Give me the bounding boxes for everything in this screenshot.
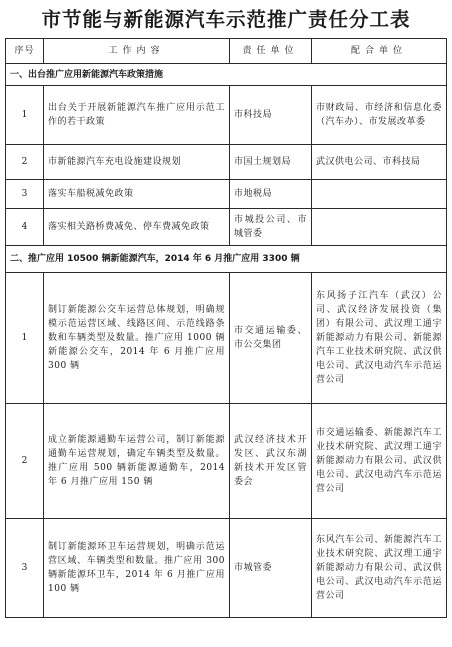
row-work: 出台关于开展新能源汽车推广应用示范工作的若干政策 bbox=[44, 86, 230, 145]
row-coop: 东风扬子江汽车（武汉）公司、武汉经济发展投资（集团）有限公司、武汉理工通宇新能源动力有限公司、新能源汽车工业技术研究院、武汉供电公司、武汉电动汽车示范运营公司 bbox=[312, 273, 447, 404]
row-work: 落实车船税减免政策 bbox=[44, 180, 230, 209]
section-row bbox=[6, 246, 447, 273]
row-work: 制订新能源公交车运营总体规划，明确规模示范运营区域、线路区间、示范线路条数和车辆类型及数量。推广应用 1000 辆新能源公交车，2014 年 6 月推广应用 300 辆 bbox=[44, 273, 230, 404]
table-row bbox=[6, 519, 447, 618]
row-coop bbox=[312, 180, 447, 209]
row-work: 落实相关路桥费减免、停车费减免政策 bbox=[44, 209, 230, 246]
row-coop bbox=[312, 209, 447, 246]
row-no: 2 bbox=[6, 145, 44, 180]
row-resp: 市地税局 bbox=[230, 180, 312, 209]
row-no: 1 bbox=[6, 86, 44, 145]
table-row bbox=[6, 86, 447, 145]
row-work: 市新能源汽车充电设施建设规划 bbox=[44, 145, 230, 180]
table-row bbox=[6, 180, 447, 209]
row-work: 制订新能源环卫车运营规划，明确示范运营区域、车辆类型和数量。推广应用 300 辆新能源环卫车，2014 年 6 月推广应用 100 辆 bbox=[44, 519, 230, 618]
document-title: 市节能与新能源汽车示范推广责任分工表 bbox=[41, 8, 411, 31]
row-coop: 东风汽车公司、新能源汽车工业技术研究院、武汉理工通宇新能源动力有限公司、武汉供电公司、武汉电动汽车示范运营公司 bbox=[312, 519, 447, 618]
row-no: 3 bbox=[6, 519, 44, 618]
responsibility-table bbox=[5, 38, 447, 618]
table-row bbox=[6, 145, 447, 180]
header-resp: 责任单位 bbox=[230, 39, 312, 64]
row-no: 1 bbox=[6, 273, 44, 404]
row-resp: 市城管委 bbox=[230, 519, 312, 618]
header-coop: 配合单位 bbox=[312, 39, 447, 64]
row-resp: 市国土规划局 bbox=[230, 145, 312, 180]
table-row bbox=[6, 209, 447, 246]
row-resp: 武汉经济技术开发区、武汉东湖新技术开发区管委会 bbox=[230, 404, 312, 519]
table-row bbox=[6, 273, 447, 404]
row-coop: 市交通运输委、新能源汽车工业技术研究院、武汉理工通宇新能源动力有限公司、武汉供电公司、武汉电动汽车示范运营公司 bbox=[312, 404, 447, 519]
row-no: 3 bbox=[6, 180, 44, 209]
row-resp: 市科技局 bbox=[230, 86, 312, 145]
row-no: 2 bbox=[6, 404, 44, 519]
section-heading-1: 一、出台推广应用新能源汽车政策措施 bbox=[6, 64, 447, 86]
header-no: 序号 bbox=[6, 39, 44, 64]
row-coop: 市财政局、市经济和信息化委（汽车办）、市发展改革委 bbox=[312, 86, 447, 145]
table-header-row bbox=[6, 39, 447, 64]
row-resp: 市交通运输委、市公交集团 bbox=[230, 273, 312, 404]
header-work: 工作内容 bbox=[44, 39, 230, 64]
row-coop: 武汉供电公司、市科技局 bbox=[312, 145, 447, 180]
section-heading-2: 二、推广应用 10500 辆新能源汽车，2014 年 6 月推广应用 3300 辆 bbox=[6, 246, 447, 273]
row-no: 4 bbox=[6, 209, 44, 246]
row-work: 成立新能源通勤车运营公司，制订新能源通勤车运营规划，确定车辆类型及数量。推广应用 500 辆新能源通勤车，2014 年 6 月推广应用 150 辆 bbox=[44, 404, 230, 519]
section-row bbox=[6, 64, 447, 86]
row-resp: 市城投公司、市城管委 bbox=[230, 209, 312, 246]
table-row bbox=[6, 404, 447, 519]
